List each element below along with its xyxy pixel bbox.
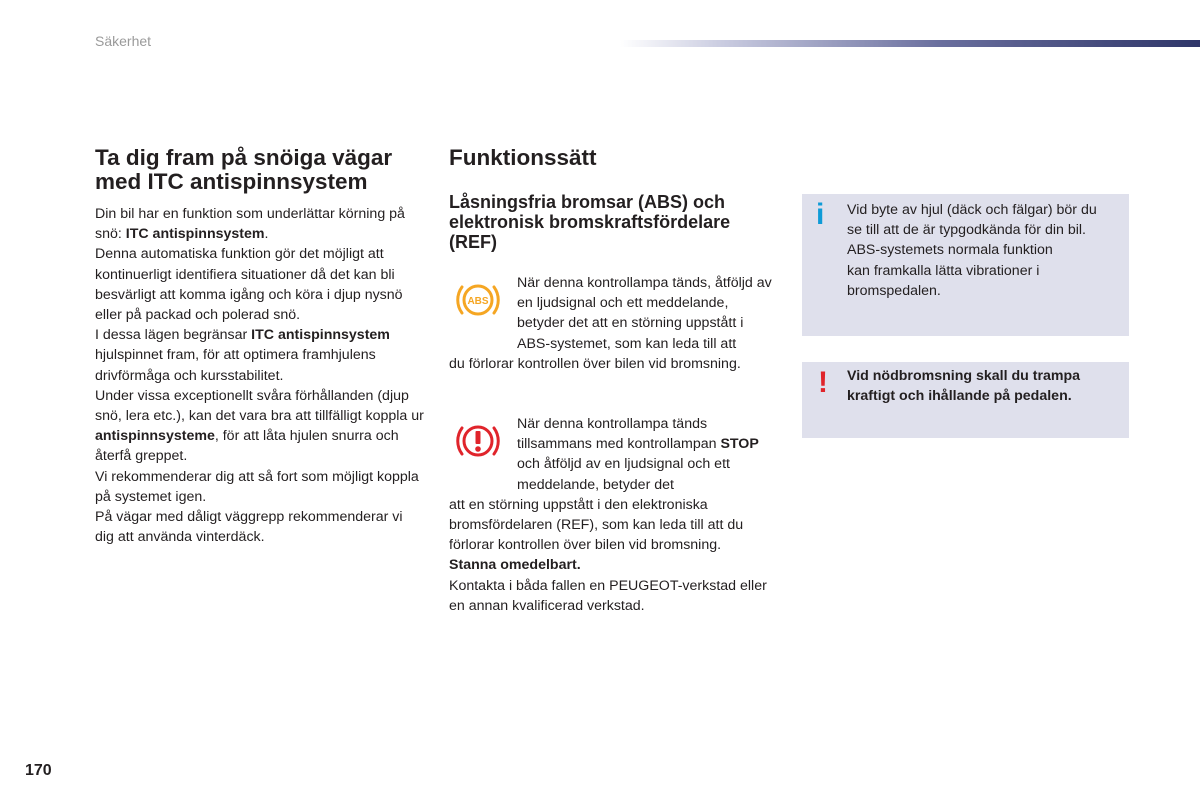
left-title-line1: Ta dig fram på snöiga vägar: [95, 145, 393, 170]
left-body: [95, 204, 425, 547]
left-paragraph-2: Denna automatiska funktion gör det möjligt att kontinuerligt identifiera situationer då det kan bli besvärligt att komma igång och köra i djup nysnö eller på packad och polerad snö.: [95, 246, 403, 324]
info-line-4: kan framkalla lätta vibrationer i: [847, 262, 1040, 279]
bold-term: ITC antispinnsystem: [125, 226, 265, 243]
bold-term: antispinnsysteme: [95, 428, 215, 445]
page-number: 170: [25, 762, 52, 779]
brake-warning-block: [449, 414, 779, 616]
info-line-1: Vid byte av hjul (däck och fälgar) bör du: [847, 202, 1097, 218]
info-icon: i: [816, 198, 825, 231]
middle-column: [449, 146, 779, 616]
header-bar: [620, 40, 1200, 47]
left-paragraph-5: Vi rekommenderar dig att så fort som möjligt koppla på systemet igen.: [95, 468, 419, 505]
info-line-3: ABS-systemets normala funktion: [847, 242, 1053, 259]
stop-now-text: [449, 555, 779, 575]
info-box: [802, 194, 1129, 336]
left-paragraph-4: [95, 386, 425, 467]
bold-term: ITC antispinnsystem: [251, 327, 390, 344]
info-line-5: bromspedalen.: [847, 282, 941, 299]
text-span: Under vissa exceptionellt svåra förhållanden (djup snö, lera etc.), kan det vara bra att tillfälligt koppla ur: [95, 387, 424, 425]
text-span: och åtföljd av en ljudsignal och ett meddelande, betyder det: [517, 456, 730, 493]
text-span: När denna kontrollampa tänds tillsammans med kontrollampan: [517, 416, 721, 453]
left-title-line2: med ITC antispinnsystem: [95, 169, 368, 194]
info-box-text: [847, 200, 1123, 301]
alert-box: [802, 362, 1129, 438]
exclamation-icon: !: [818, 366, 828, 399]
abs-subtitle: Låsningsfria bromsar (ABS) och elektronisk bromskraftsfördelare (REF): [449, 192, 731, 252]
abs-text-full: du förlorar kontrollen över bilen vid bromsning.: [449, 355, 741, 372]
alert-line-1: Vid nödbromsning skall du trampa: [847, 368, 1081, 384]
text-span: , för att låta hjulen snurra och återfå greppet.: [95, 428, 399, 465]
left-title: [95, 146, 425, 194]
text-span: I dessa lägen begränsar: [95, 327, 252, 344]
left-paragraph-3: [95, 325, 425, 386]
brake-warning-lamp-icon: [453, 420, 503, 462]
bold-term: STOP: [720, 436, 759, 453]
abs-warning-lamp-icon: [453, 279, 503, 321]
text-span: .: [264, 226, 269, 243]
brake-text-full: att en störning uppstått i den elektroniska bromsfördelaren (REF), som kan leda till att du förlorar kontrollen över bilen vid bromsning.: [449, 496, 744, 554]
text-span: Din bil har en funktion som underlättar körning på snö:: [95, 206, 405, 243]
info-line-2: se till att de är typgodkända för din bil.: [847, 222, 1086, 239]
left-column: [95, 146, 425, 547]
left-paragraph-6: På vägar med dåligt väggrepp rekommenderar vi dig att använda vinterdäck.: [95, 509, 403, 546]
abs-lamp-label: ABS: [467, 296, 489, 307]
contact-text: Kontakta i båda fallen en PEUGEOT-verkstad eller en annan kvalificerad verkstad.: [449, 577, 767, 614]
alert-box-text: [847, 366, 1123, 406]
abs-warning-block: [449, 273, 779, 374]
section-label: Säkerhet: [95, 33, 152, 49]
middle-title: Funktionssätt: [449, 145, 597, 170]
text-span: hjulspinnet fram, för att optimera framhjulens drivförmåga och kursstabilitet.: [95, 347, 376, 384]
bold-term: Stanna omedelbart.: [449, 557, 581, 574]
alert-line-2: kraftigt och ihållande på pedalen.: [847, 388, 1072, 405]
abs-text-indented: När denna kontrollampa tänds, åtföljd av en ljudsignal och ett meddelande, betyder det att en störning uppstått i ABS-systemet, som kan leda till att: [517, 275, 772, 352]
left-paragraph-1: [95, 204, 425, 244]
